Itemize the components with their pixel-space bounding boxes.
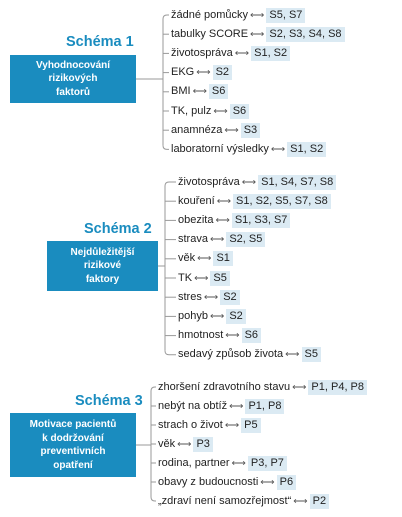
scheme-3-box-line: Motivace pacientů [29,419,117,430]
scheme-3-item [158,475,296,490]
item-refs-tag: P3, P7 [248,456,287,471]
scheme-1-item [171,123,260,138]
double-arrow-icon: ⟷ [229,400,244,412]
double-arrow-icon: ⟷ [234,47,250,59]
double-arrow-icon: ⟷ [224,419,240,431]
scheme-3-item [158,399,284,414]
item-refs-tag: P2 [310,494,329,509]
item-refs-tag: P6 [277,475,296,490]
item-refs-tag: S1, S2, S5, S7, S8 [233,194,331,209]
item-label: tabulky SCORE [171,27,249,40]
scheme-2-item [178,271,230,286]
item-refs-tag: S2, S3, S4, S8 [266,27,344,42]
item-label: pohyb [178,309,208,322]
item-refs-tag: S5 [302,347,321,362]
item-label: stres [178,290,202,303]
item-refs-tag: P3 [193,437,212,452]
scheme-2-branch [165,351,176,355]
double-arrow-icon: ⟷ [225,330,240,342]
item-refs-tag: P1, P4, P8 [308,380,367,395]
scheme-2-box [47,241,158,291]
scheme-2-item [178,232,265,247]
item-label: rodina, partner [158,456,230,469]
double-arrow-icon: ⟷ [215,214,230,226]
double-arrow-icon: ⟷ [292,381,307,393]
item-refs-tag: S1, S3, S7 [232,213,291,228]
scheme-3-item [158,418,261,433]
item-refs-tag: P5 [241,418,260,433]
scheme-2-item [178,175,336,190]
double-arrow-icon: ⟷ [209,234,225,246]
scheme-2-item [178,309,246,324]
scheme-1-item [171,65,232,80]
double-arrow-icon: ⟷ [197,253,212,265]
item-label: EKG [171,66,195,79]
scheme-3-item [158,437,213,452]
double-arrow-icon: ⟷ [293,495,308,507]
double-arrow-icon: ⟷ [209,310,225,322]
scheme-2-branch [165,182,176,186]
scheme-3-item [158,380,367,395]
scheme-2-title: Schéma 2 [84,221,152,237]
scheme-1-item [171,27,345,42]
scheme-2-item [178,290,240,305]
double-arrow-icon: ⟷ [231,457,246,469]
item-label: nebýt na obtíž [158,399,228,412]
double-arrow-icon: ⟷ [285,349,300,361]
double-arrow-icon: ⟷ [196,67,211,79]
scheme-1-branch [163,145,169,149]
item-label: kouření [178,194,215,207]
double-arrow-icon: ⟷ [194,272,209,284]
item-label: žádné pomůcky [171,8,249,21]
item-refs-tag: S2, S5 [226,232,265,247]
double-arrow-icon: ⟷ [270,143,286,155]
item-refs-tag: S6 [242,328,261,343]
scheme-3-box-line: k dodržování [42,432,104,444]
item-refs-tag: S3 [241,123,260,138]
scheme-3-box-line: preventivních [40,446,106,457]
scheme-2-item [178,194,331,209]
scheme-3-branch [151,387,156,391]
double-arrow-icon: ⟷ [192,86,207,98]
scheme-1-box-line: faktorů [56,86,90,98]
scheme-3-branch [151,497,156,501]
scheme-2-item [178,347,321,362]
item-refs-tag: S2 [220,290,239,305]
double-arrow-icon: ⟷ [260,476,275,488]
scheme-2-box-line: Nejdůležitější [70,246,135,258]
double-arrow-icon: ⟷ [177,438,192,450]
item-label: věk [158,437,176,450]
item-refs-tag: S5, S7 [266,8,305,23]
double-arrow-icon: ⟷ [250,9,265,21]
item-label: sedavý způsob života [178,348,284,361]
scheme-1-item [171,8,305,23]
double-arrow-icon: ⟷ [224,124,239,136]
double-arrow-icon: ⟷ [203,291,219,303]
item-label: obavy z budoucnosti [158,475,259,488]
item-label: TK, pulz [171,104,212,117]
item-label: „zdraví není samozřejmost“ [158,494,292,507]
item-refs-tag: S1, S2 [287,142,326,157]
double-arrow-icon: ⟷ [241,176,257,188]
scheme-2-item [178,328,261,343]
item-refs-tag: P1, P8 [245,399,284,414]
scheme-3-box-line: opatření [53,459,93,471]
item-label: obezita [178,213,214,226]
scheme-1-item [171,46,290,61]
double-arrow-icon: ⟷ [213,105,228,117]
scheme-3-title: Schéma 3 [75,393,143,409]
item-label: strava [178,233,208,246]
item-label: věk [178,252,196,265]
item-label: zhoršení zdravotního stavu [158,380,291,393]
scheme-3-box [10,413,136,477]
item-label: hmotnost [178,329,224,342]
scheme-1-box [10,55,136,103]
item-label: laboratorní výsledky [171,142,269,155]
scheme-2-box-line: faktory [85,273,120,285]
item-refs-tag: S6 [230,104,249,119]
item-label: životospráva [178,175,240,188]
double-arrow-icon: ⟷ [216,195,232,207]
scheme-1-item [171,142,326,157]
scheme-1-item [171,104,249,119]
scheme-2-item [178,251,233,266]
scheme-3-item [158,456,287,471]
item-refs-tag: S2 [213,65,232,80]
item-label: anamnéza [171,123,223,136]
double-arrow-icon: ⟷ [250,28,265,40]
scheme-3-item [158,494,329,509]
scheme-2-box-line: rizikové [83,260,122,272]
scheme-1-branch [163,15,169,19]
scheme-1-item [171,84,228,99]
scheme-2-item [178,213,290,228]
item-refs-tag: S2 [226,309,245,324]
item-refs-tag: S6 [209,84,228,99]
item-label: životospráva [171,46,233,59]
scheme-1-box-line: rizikových [48,73,98,85]
scheme-1-box-line: Vyhodnocování [35,59,111,71]
item-refs-tag: S1 [213,251,232,266]
item-refs-tag: S1, S4, S7, S8 [258,175,336,190]
item-refs-tag: S1, S2 [251,46,290,61]
scheme-1-title: Schéma 1 [66,34,134,50]
item-refs-tag: S5 [210,271,229,286]
item-label: TK [178,271,193,284]
item-label: strach o život [158,418,223,431]
item-label: BMI [171,85,191,98]
